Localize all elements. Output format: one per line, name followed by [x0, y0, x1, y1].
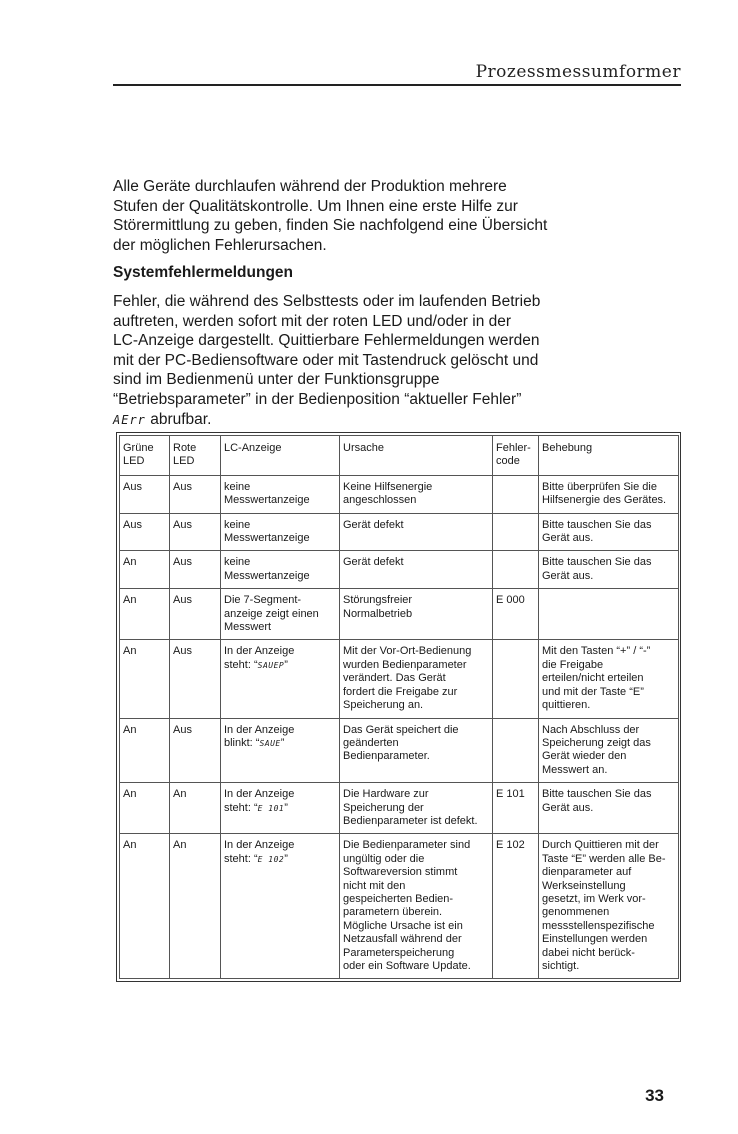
cell-line: wurden Bedienparameter [343, 658, 467, 671]
cell-line: gespeicherten Bedien- [343, 892, 454, 905]
cell-line: Messwert [224, 621, 272, 634]
segment-display-code: E 101 [257, 803, 285, 813]
cell-line: gesetzt, im Werk vor- [542, 892, 646, 905]
cell-line: Werkseinstellung [542, 879, 626, 892]
cell-line: anzeige zeigt einen [224, 607, 319, 620]
cell-line: keine [224, 518, 251, 531]
cell-line: verändert. Das Gerät [343, 672, 446, 685]
cell-line: Mit der Vor-Ort-Bedienung [343, 645, 472, 658]
cell-red-led: Aus [170, 718, 221, 783]
cell-line: Die 7-Segment- [224, 594, 302, 607]
running-header-title: Prozessmessumformer [475, 62, 681, 82]
cell-line: parametern überein. [343, 906, 443, 919]
cell-cause [340, 718, 493, 783]
cell-cause [340, 589, 493, 640]
cell-line: Gerät wieder den [542, 750, 627, 763]
body-line: sind im Bedienmenü unter der Funktionsgruppe [113, 371, 440, 389]
cell-line: dabei nicht berück- [542, 946, 635, 959]
cell-line: Gerät aus. [542, 532, 594, 545]
error-table [119, 435, 679, 979]
header-error-code: Fehler- code [493, 436, 539, 476]
cell-line: genommenen [542, 906, 610, 919]
cell-line: und mit der Taste “E” [542, 685, 644, 698]
table-row [120, 589, 679, 640]
cell-lc-display [221, 475, 340, 513]
cell-lc-display [221, 513, 340, 551]
cell-lc-display: In der Anzeige blinkt: “SAUE” [221, 718, 340, 783]
cell-error-code [493, 551, 539, 589]
cell-line: quittieren. [542, 699, 591, 712]
table-row [120, 834, 679, 979]
section-heading: Systemfehlermeldungen [113, 264, 294, 281]
table-row [120, 640, 679, 718]
cell-line: Speicherung an. [343, 699, 424, 712]
cell-line: Das Gerät speichert die [343, 723, 459, 736]
cell-line: erteilen/nicht erteilen [542, 672, 644, 685]
cell-lc-display [221, 589, 340, 640]
cell-line: Messwert an. [542, 763, 608, 776]
cell-line: Mögliche Ursache ist ein [343, 919, 463, 932]
header-cause: Ursache [340, 436, 493, 476]
cell-lc-display: In der Anzeige steht: “E 101” [221, 783, 340, 834]
cell-line: nicht mit den [343, 879, 406, 892]
cell-error-code: E 000 [493, 589, 539, 640]
cell-red-led: Aus [170, 513, 221, 551]
cell-remedy [539, 551, 679, 589]
cell-green-led: An [120, 589, 170, 640]
cell-red-led: Aus [170, 475, 221, 513]
cell-line: Messwertanzeige [224, 569, 310, 582]
cell-line: Taste “E” werden alle Be- [542, 852, 666, 865]
table-row [120, 783, 679, 834]
cell-line: Gerät aus. [542, 569, 594, 582]
cell-line: Gerät defekt [343, 556, 404, 569]
cell-line: Messwertanzeige [224, 494, 310, 507]
cell-line: Bitte tauschen Sie das [542, 556, 652, 569]
cell-green-led: Aus [120, 475, 170, 513]
cell-line: Hilfsenergie des Gerätes. [542, 494, 667, 507]
body-paragraph [113, 292, 573, 430]
cell-line: Messwertanzeige [224, 532, 310, 545]
cell-green-led: An [120, 718, 170, 783]
cell-line: fordert die Freigabe zur [343, 685, 458, 698]
cell-remedy [539, 718, 679, 783]
table-row [120, 513, 679, 551]
cell-lc-display: In der Anzeige steht: “E 102” [221, 834, 340, 979]
page-number: 33 [645, 1086, 664, 1105]
cell-cause [340, 640, 493, 718]
segment-display-code: SAUEP [257, 660, 285, 670]
cell-line: Störungsfreier [343, 594, 413, 607]
header-green-led: Grüne LED [120, 436, 170, 476]
intro-line: Stufen der Qualitätskontrolle. Um Ihnen eine erste Hilfe zur [113, 197, 518, 215]
table-row [120, 475, 679, 513]
cell-green-led: An [120, 834, 170, 979]
intro-line: Störermittlung zu geben, finden Sie nachfolgend eine Übersicht [113, 217, 548, 235]
cell-green-led: Aus [120, 513, 170, 551]
cell-line: Bitte tauschen Sie das [542, 518, 652, 531]
header-remedy: Behebung [539, 436, 679, 476]
cell-line: Softwareversion stimmt [343, 866, 458, 879]
cell-line: Die Hardware zur [343, 788, 429, 801]
cell-remedy [539, 640, 679, 718]
body-line: mit der PC-Bediensoftware oder mit Tastendruck gelöscht und [113, 351, 539, 369]
cell-line: die Freigabe [542, 658, 604, 671]
cell-line: oder ein Software Update. [343, 960, 471, 972]
cell-line: Bedienparameter ist defekt. [343, 814, 478, 827]
cell-line: Die Bedienparameter sind [343, 839, 471, 852]
table-row [120, 718, 679, 783]
cell-line: Mit den Tasten “+” / “-” [542, 645, 651, 658]
cell-remedy [539, 589, 679, 640]
error-table-frame [116, 432, 681, 982]
cell-line: ungültig oder die [343, 852, 425, 865]
cell-line: Speicherung der [343, 801, 424, 814]
cell-error-code [493, 475, 539, 513]
cell-line: angeschlossen [343, 494, 417, 507]
cell-cause [340, 783, 493, 834]
cell-cause [340, 475, 493, 513]
cell-line: dienparameter auf [542, 866, 632, 879]
cell-green-led: An [120, 783, 170, 834]
cell-line: Gerät aus. [542, 801, 594, 814]
cell-red-led: An [170, 783, 221, 834]
intro-line: der möglichen Fehlerursachen. [113, 236, 327, 254]
cell-line: keine [224, 556, 251, 569]
cell-error-code: E 101 [493, 783, 539, 834]
cell-remedy [539, 513, 679, 551]
cell-line: Netzausfall während der [343, 933, 462, 946]
cell-error-code [493, 640, 539, 718]
cell-line: Gerät defekt [343, 518, 404, 531]
cell-line: Nach Abschluss der [542, 723, 640, 736]
cell-cause [340, 834, 493, 979]
table-row [120, 551, 679, 589]
cell-line: sichtigt. [542, 960, 580, 972]
body-line: LC-Anzeige dargestellt. Quittierbare Fehlermeldungen werden [113, 332, 540, 350]
cell-green-led: An [120, 551, 170, 589]
cell-red-led: An [170, 834, 221, 979]
cell-error-code [493, 513, 539, 551]
segment-display-code: AErr [113, 412, 146, 427]
cell-line: Durch Quittieren mit der [542, 839, 659, 852]
cell-remedy [539, 475, 679, 513]
cell-line: Keine Hilfsenergie [343, 480, 433, 493]
cell-remedy [539, 834, 679, 979]
cell-error-code: E 102 [493, 834, 539, 979]
cell-line: keine [224, 480, 251, 493]
cell-line: Bedienparameter. [343, 750, 430, 763]
cell-cause [340, 551, 493, 589]
body-line: “Betriebsparameter” in der Bedienposition “aktueller Fehler” [113, 390, 522, 408]
cell-red-led: Aus [170, 589, 221, 640]
intro-paragraph [113, 177, 573, 255]
body-line: auftreten, werden sofort mit der roten LED und/oder in der [113, 312, 512, 330]
cell-line: Bitte tauschen Sie das [542, 788, 652, 801]
cell-red-led: Aus [170, 640, 221, 718]
header-red-led: Rote LED [170, 436, 221, 476]
cell-remedy [539, 783, 679, 834]
cell-red-led: Aus [170, 551, 221, 589]
cell-lc-display: In der Anzeige steht: “SAUEP” [221, 640, 340, 718]
cell-line: Normalbetrieb [343, 607, 413, 620]
header-rule [113, 84, 681, 86]
cell-line: Parameterspeicherung [343, 946, 455, 959]
table-header-row [120, 436, 679, 476]
cell-line: geänderten [343, 736, 399, 749]
body-line-end: abrufbar. [145, 410, 212, 428]
cell-error-code [493, 718, 539, 783]
header-lc-display: LC-Anzeige [221, 436, 340, 476]
cell-line: messstellenspezifische [542, 919, 655, 932]
intro-line: Alle Geräte durchlaufen während der Produktion mehrere [113, 178, 507, 195]
cell-cause [340, 513, 493, 551]
cell-lc-display [221, 551, 340, 589]
cell-line: Einstellungen werden [542, 933, 648, 946]
body-line: Fehler, die während des Selbsttests oder im laufenden Betrieb [113, 293, 541, 310]
cell-line: Bitte überprüfen Sie die [542, 480, 657, 493]
cell-line: Speicherung zeigt das [542, 736, 651, 749]
table-body [120, 475, 679, 979]
segment-display-code: E 102 [257, 854, 285, 864]
cell-green-led: An [120, 640, 170, 718]
segment-display-code: SAUE [259, 738, 281, 748]
